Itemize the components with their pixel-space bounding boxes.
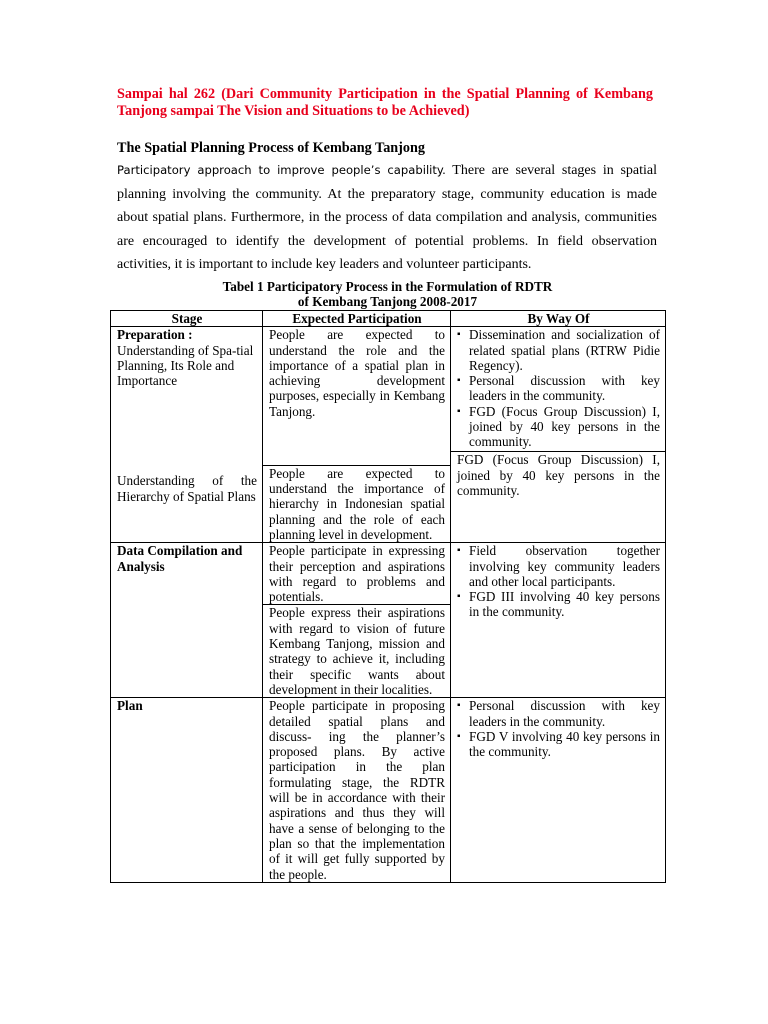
stage-text: Understanding of the Hierarchy of Spatial Plans [117, 473, 257, 504]
participation-table [110, 310, 666, 883]
expected-cell: People are expected to understand the importance of hierarchy in Indonesian spatial planning and the role of each planning level in development. [263, 465, 451, 542]
assignment-note: Sampai hal 262 (Dari Community Participation in the Spatial Planning of Kembang Tanjong sampai The Vision and Situations to be Achieved) [117, 86, 653, 119]
way-text: FGD (Focus Group Discussion) I, joined by 40 key persons in the community. [457, 452, 660, 498]
way-cell [451, 327, 666, 543]
list-item: ▪ FGD (Focus Group Discussion) I, joined by 40 key persons in the community. [457, 404, 660, 450]
stage-title: Preparation : [117, 327, 193, 343]
section-title: The Spatial Planning Process of Kembang Tanjong [117, 140, 425, 156]
table-caption [110, 280, 665, 309]
paragraph-body: There are several stages in spatial planning involving the community. At the preparatory stage, community education is made about spatial plans. Furthermore, in the process of data compilation and analysis, communities are encouraged to identify the development of potential problems. In field observation activities, it is important to include key leaders and volunteer participants. [117, 163, 657, 273]
stage-title: Plan [117, 698, 143, 714]
table-row [111, 543, 666, 605]
list-item: ▪ Personal discussion with key leaders in the community. [457, 698, 660, 729]
header-way: By Way Of [451, 311, 666, 327]
caption-line-2: of Kembang Tanjong 2008-2017 [297, 293, 478, 309]
expected-cell: People express their aspirations with regard to vision of future Kembang Tanjong, mission and strategy to achieve it, including their specific wants about development in their localities. [263, 605, 451, 698]
stage-text: Understanding of Spa-tial Planning, Its Role and Importance [117, 342, 254, 389]
list-item: ▪ Personal discussion with key leaders in the community. [457, 373, 660, 404]
way-cell [451, 543, 666, 698]
table-header-row [111, 311, 666, 327]
stage-cell [111, 543, 263, 605]
stage-cell [111, 465, 263, 542]
table-row [111, 698, 666, 883]
way-block [451, 327, 665, 452]
list-item: ▪ Dissemination and socialization of related spatial plans (RTRW Pidie Regency). [457, 327, 660, 373]
way-cell [451, 698, 666, 883]
expected-cell: People participate in proposing detailed spatial plans and discuss- ing the planner’s proposed plans. By active participation in the plan formulating stage, the RDTR will be in accordance with their aspirations and thus they will have a sense of belonging to the plan so that the implementation of it will get fully supported by the people. [263, 698, 451, 883]
way-list [457, 327, 660, 449]
header-expected: Expected Participation [263, 311, 451, 327]
header-stage: Stage [111, 311, 263, 327]
expected-cell: People are expected to understand the role and the importance of a spatial plan in achieving development purposes, especially in Kembang Tanjong. [263, 327, 451, 466]
list-item: ▪ Field observation together involving key community leaders and other local participants. [457, 543, 660, 589]
table-row [111, 327, 666, 466]
stage-cell [111, 327, 263, 466]
stage-title: Data Compilation and Analysis [117, 543, 243, 574]
paragraph-lead: Participatory approach to improve people’s capability. [117, 163, 446, 177]
stage-cell-empty [111, 605, 263, 698]
way-list [457, 698, 660, 759]
stage-cell [111, 698, 263, 883]
way-list [457, 543, 660, 619]
list-item: ▪ FGD V involving 40 key persons in the community. [457, 729, 660, 760]
intro-paragraph [117, 159, 657, 277]
list-item: ▪ FGD III involving 40 key persons in the community. [457, 589, 660, 620]
caption-line-1: Tabel 1 Participatory Process in the Formulation of RDTR [222, 279, 553, 294]
expected-cell: People participate in expressing their perception and aspirations with regard to problems and potentials. [263, 543, 451, 605]
